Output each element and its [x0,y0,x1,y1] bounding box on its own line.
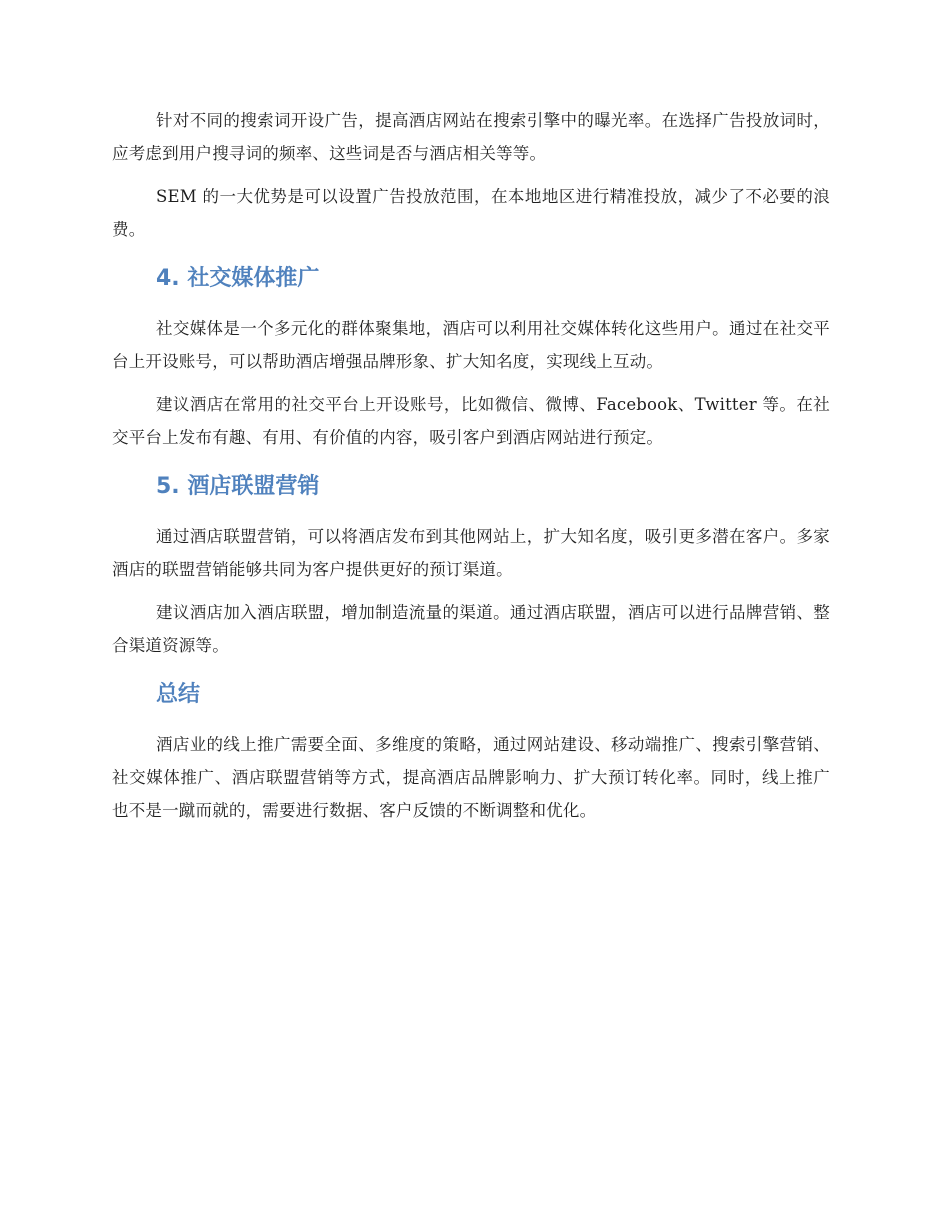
social-media-paragraph-2: 建议酒店在常用的社交平台上开设账号，比如微信、微博、Facebook、Twitter 等。在社交平台上发布有趣、有用、有价值的内容，吸引客户到酒店网站进行预定。 [112,395,830,447]
social-media-paragraph-1: 社交媒体是一个多元化的群体聚集地，酒店可以利用社交媒体转化这些用户。通过在社交平台上开设账号，可以帮助酒店增强品牌形象、扩大知名度，实现线上互动。 [112,319,830,371]
hotel-alliance-heading: 5. 酒店联盟营销 [156,474,320,499]
sem-paragraph-1: 针对不同的搜索词开设广告，提高酒店网站在搜索引擎中的曝光率。在选择广告投放词时，应考虑到用户搜寻词的频率、这些词是否与酒店相关等等。 [112,111,830,163]
sem-paragraph-2: SEM 的一大优势是可以设置广告投放范围，在本地地区进行精准投放，减少了不必要的浪费。 [112,187,830,239]
hotel-alliance-paragraph-2: 建议酒店加入酒店联盟，增加制造流量的渠道。通过酒店联盟，酒店可以进行品牌营销、整合渠道资源等。 [112,603,830,655]
hotel-alliance-paragraph-1: 通过酒店联盟营销，可以将酒店发布到其他网站上，扩大知名度，吸引更多潜在客户。多家酒店的联盟营销能够共同为客户提供更好的预订渠道。 [112,527,830,579]
document-body [112,104,830,837]
social-media-heading: 4. 社交媒体推广 [156,266,320,291]
summary-heading: 总结 [156,682,201,707]
summary-paragraph: 酒店业的线上推广需要全面、多维度的策略，通过网站建设、移动端推广、搜索引擎营销、社交媒体推广、酒店联盟营销等方式，提高酒店品牌影响力、扩大预订转化率。同时，线上推广也不是一蹴而就的，需要进行数据、客户反馈的不断调整和优化。 [112,735,830,820]
